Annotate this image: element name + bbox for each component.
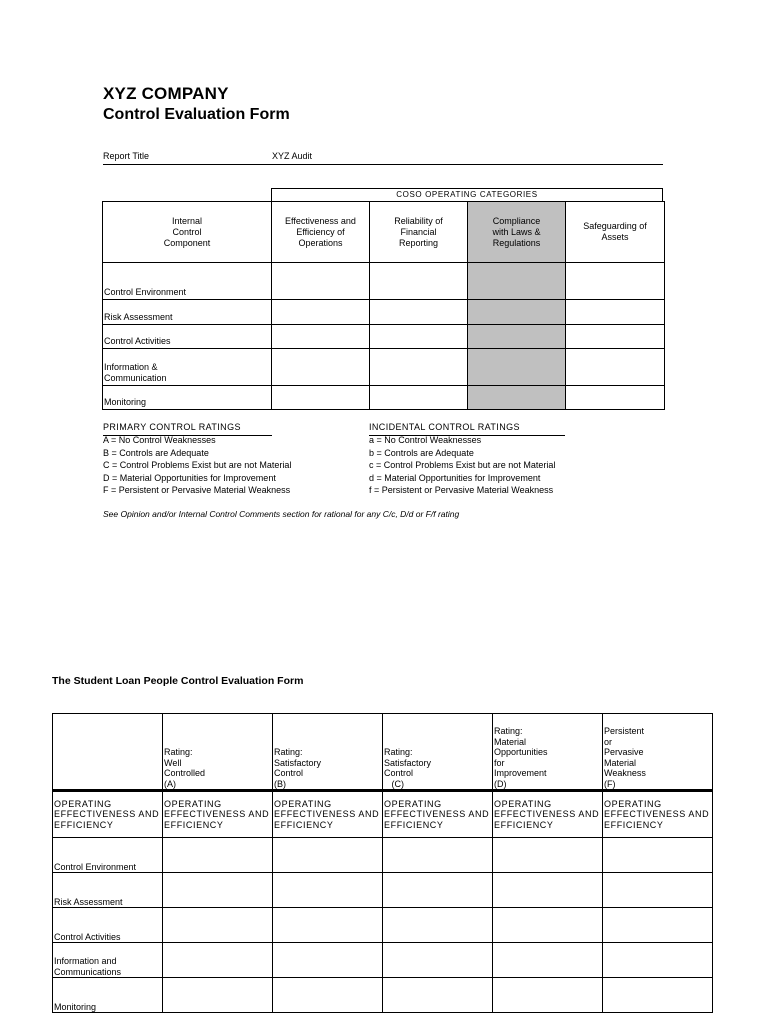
header-line: Persistent	[604, 726, 645, 736]
header-line: Pervasive	[604, 747, 644, 757]
op-line: EFFICIENCY	[54, 819, 114, 830]
header-line: Opportunities	[494, 747, 548, 757]
table-row	[53, 873, 713, 908]
header-line: (B)	[274, 778, 286, 789]
list-item: F = Persistent or Pervasive Material Weakness	[103, 485, 291, 495]
header-line: (D)	[494, 778, 507, 789]
rating-cell[interactable]	[272, 300, 370, 325]
header-line: Rating:	[164, 747, 193, 757]
primary-ratings-title	[103, 422, 241, 432]
rating-cell[interactable]	[566, 386, 665, 410]
header-line: Financial	[400, 226, 437, 237]
row-label-line: Communication	[104, 373, 167, 383]
header-line: (F)	[604, 778, 616, 789]
rating-cell[interactable]	[468, 349, 566, 386]
safeguarding-assets-header	[566, 202, 665, 263]
row-label-line: Monitoring	[104, 397, 147, 407]
header-line: (A)	[164, 778, 176, 789]
row-label-line: Information and	[54, 956, 117, 966]
report-title-label: Report Title	[103, 151, 150, 161]
table-row	[103, 349, 665, 386]
rating-cell[interactable]	[272, 349, 370, 386]
rating-cell[interactable]	[603, 873, 713, 908]
table-row	[103, 325, 665, 349]
rating-cell[interactable]	[468, 325, 566, 349]
rating-cell[interactable]	[566, 300, 665, 325]
rating-cell[interactable]	[163, 908, 273, 943]
header-line: with Laws &	[492, 226, 541, 237]
row-label-line: Risk Assessment	[104, 312, 173, 322]
header-line: Rating:	[384, 747, 413, 757]
row-label-line: Control Activities	[104, 336, 171, 346]
header-line: Effectiveness and	[285, 215, 356, 226]
list-item: d = Material Opportunities for Improvement	[369, 472, 541, 483]
table-row	[53, 978, 713, 1013]
incidental-ratings-list	[369, 434, 555, 497]
table-row	[103, 300, 665, 325]
internal-control-component-header	[103, 202, 272, 263]
header-line: Improvement	[494, 768, 547, 778]
operating-effectiveness-row	[53, 791, 713, 838]
header-line: Rating:	[494, 726, 523, 736]
op-line: EFFECTIVENESS AND	[54, 809, 160, 820]
rating-a-header	[163, 714, 273, 791]
rating-cell[interactable]	[163, 838, 273, 873]
row-label	[103, 349, 272, 386]
student-loan-evaluation-table	[52, 713, 713, 1013]
op-line: EFFECTIVENESS AND	[164, 809, 270, 820]
list-item: A = No Control Weaknesses	[103, 435, 216, 445]
list-item: C = Control Problems Exist but are not Material	[103, 460, 292, 470]
header-line: Satisfactory	[384, 757, 432, 768]
empty-header-cell	[53, 714, 163, 791]
row-label	[53, 908, 163, 943]
row-label-line: Information &	[104, 362, 158, 372]
rating-cell[interactable]	[468, 300, 566, 325]
incidental-ratings-title-text: INCIDENTAL CONTROL RATINGS	[369, 422, 520, 432]
coso-evaluation-table	[102, 201, 665, 410]
op-line: EFFECTIVENESS AND	[604, 809, 710, 820]
op-line: OPERATING	[494, 798, 552, 809]
header-line: Material	[494, 736, 527, 747]
rating-cell[interactable]	[273, 943, 383, 978]
student-loan-header-row	[53, 714, 713, 791]
list-item: c = Control Problems Exist but are not Material	[369, 460, 556, 470]
operating-label-cell	[603, 791, 713, 838]
rating-cell[interactable]	[273, 838, 383, 873]
op-line: EFFICIENCY	[384, 819, 444, 830]
header-line: Control	[172, 226, 202, 237]
op-line: EFFECTIVENESS AND	[274, 809, 380, 820]
op-line: OPERATING	[384, 798, 442, 809]
rating-cell[interactable]	[468, 263, 566, 300]
rating-cell[interactable]	[383, 908, 493, 943]
rating-cell[interactable]	[603, 943, 713, 978]
header-line: or	[604, 736, 613, 747]
header-line: Controlled	[164, 768, 206, 778]
rating-cell[interactable]	[566, 263, 665, 300]
rating-cell[interactable]	[566, 349, 665, 386]
rating-cell[interactable]	[603, 978, 713, 1013]
table-row	[53, 838, 713, 873]
header-line: (C)	[384, 778, 404, 789]
op-line: OPERATING	[54, 798, 112, 809]
op-line: EFFICIENCY	[604, 819, 664, 830]
rating-cell[interactable]	[603, 838, 713, 873]
row-label-line: Communications	[54, 966, 122, 977]
header-line: Control	[274, 768, 304, 778]
rating-cell[interactable]	[468, 386, 566, 410]
rating-cell[interactable]	[493, 978, 603, 1013]
operating-label-cell	[53, 791, 163, 838]
operating-label-cell	[163, 791, 273, 838]
compliance-header	[468, 202, 566, 263]
row-label	[103, 300, 272, 325]
op-line: EFFICIENCY	[274, 819, 334, 830]
header-line: Reporting	[398, 237, 439, 248]
header-line: Efficiency of	[296, 226, 345, 237]
header-line: Safeguarding of	[583, 221, 647, 231]
op-line: OPERATING	[274, 798, 332, 809]
header-line: Compliance	[492, 215, 541, 226]
op-line: OPERATING	[604, 798, 662, 809]
rating-cell[interactable]	[566, 325, 665, 349]
primary-ratings-title-text: PRIMARY CONTROL RATINGS	[103, 422, 241, 432]
rating-f-header	[603, 714, 713, 791]
header-line: Satisfactory	[274, 757, 322, 768]
row-label-line: Monitoring	[54, 1001, 97, 1012]
row-label-line: Control Environment	[54, 861, 137, 872]
rating-cell[interactable]	[370, 349, 468, 386]
rating-cell[interactable]	[493, 908, 603, 943]
coso-table-header-row	[103, 202, 665, 263]
rating-cell[interactable]	[272, 325, 370, 349]
op-line: EFFECTIVENESS AND	[384, 809, 490, 820]
row-label	[53, 978, 163, 1013]
row-label-line: Risk Assessment	[54, 896, 123, 907]
table-row	[53, 908, 713, 943]
table-row	[103, 386, 665, 410]
rating-cell[interactable]	[370, 386, 468, 410]
rating-note: See Opinion and/or Internal Control Comments section for rational for any C/c, D/d or F/f rating	[103, 509, 460, 519]
op-line: EFFICIENCY	[164, 819, 224, 830]
rating-cell[interactable]	[383, 873, 493, 908]
report-title-underline	[103, 164, 663, 165]
rating-cell[interactable]	[493, 873, 603, 908]
rating-cell[interactable]	[273, 873, 383, 908]
list-item: B = Controls are Adequate	[103, 447, 209, 458]
primary-ratings-list	[103, 434, 291, 497]
rating-cell[interactable]	[383, 978, 493, 1013]
rating-cell[interactable]	[273, 908, 383, 943]
row-label	[53, 838, 163, 873]
row-label	[103, 386, 272, 410]
header-line: Material	[604, 757, 637, 768]
header-line: for	[494, 757, 505, 768]
rating-cell[interactable]	[493, 838, 603, 873]
student-loan-form-title: The Student Loan People Control Evaluation Form	[52, 675, 304, 687]
header-line: Assets	[601, 232, 629, 242]
list-item: f = Persistent or Pervasive Material Weakness	[369, 485, 554, 495]
reliability-reporting-header	[370, 202, 468, 263]
row-label	[53, 873, 163, 908]
operating-label-cell	[383, 791, 493, 838]
row-label	[103, 263, 272, 300]
rating-c-header	[383, 714, 493, 791]
rating-cell[interactable]	[163, 978, 273, 1013]
header-line: Reliability of	[394, 215, 443, 226]
form-title: Control Evaluation Form	[103, 106, 290, 123]
rating-cell[interactable]	[163, 943, 273, 978]
header-line: Control	[384, 768, 414, 778]
rating-cell[interactable]	[272, 386, 370, 410]
rating-cell[interactable]	[370, 263, 468, 300]
operating-label-cell	[493, 791, 603, 838]
rating-cell[interactable]	[383, 943, 493, 978]
rating-cell[interactable]	[603, 908, 713, 943]
row-label	[53, 943, 163, 978]
op-line: OPERATING	[164, 798, 222, 809]
company-name: XYZ COMPANY	[103, 84, 229, 103]
header-line: Internal	[171, 215, 203, 226]
rating-cell[interactable]	[493, 943, 603, 978]
header-line: Operations	[298, 237, 343, 248]
coso-categories-header: COSO OPERATING CATEGORIES	[271, 188, 663, 201]
report-title-value: XYZ Audit	[272, 151, 313, 161]
rating-cell[interactable]	[273, 978, 383, 1013]
op-line: EFFICIENCY	[494, 819, 554, 830]
header-line: Component	[163, 237, 211, 248]
row-label-line: Control Activities	[54, 931, 121, 942]
effectiveness-efficiency-header	[272, 202, 370, 263]
rating-cell[interactable]	[163, 873, 273, 908]
list-item: D = Material Opportunities for Improvement	[103, 472, 276, 483]
rating-cell[interactable]	[383, 838, 493, 873]
operating-label-cell	[273, 791, 383, 838]
rating-cell[interactable]	[272, 263, 370, 300]
incidental-ratings-title	[369, 422, 520, 432]
header-line: Weakness	[604, 768, 646, 778]
rating-d-header	[493, 714, 603, 791]
header-line: Rating:	[274, 747, 303, 757]
table-row	[103, 263, 665, 300]
rating-cell[interactable]	[370, 325, 468, 349]
table-row	[53, 943, 713, 978]
row-label	[103, 325, 272, 349]
list-item: a = No Control Weaknesses	[369, 435, 482, 445]
rating-b-header	[273, 714, 383, 791]
header-line: Regulations	[492, 237, 541, 248]
list-item: b = Controls are Adequate	[369, 447, 474, 458]
op-line: EFFECTIVENESS AND	[494, 809, 600, 820]
row-label-line: Control Environment	[104, 287, 187, 297]
rating-cell[interactable]	[370, 300, 468, 325]
header-line: Well	[164, 757, 182, 768]
